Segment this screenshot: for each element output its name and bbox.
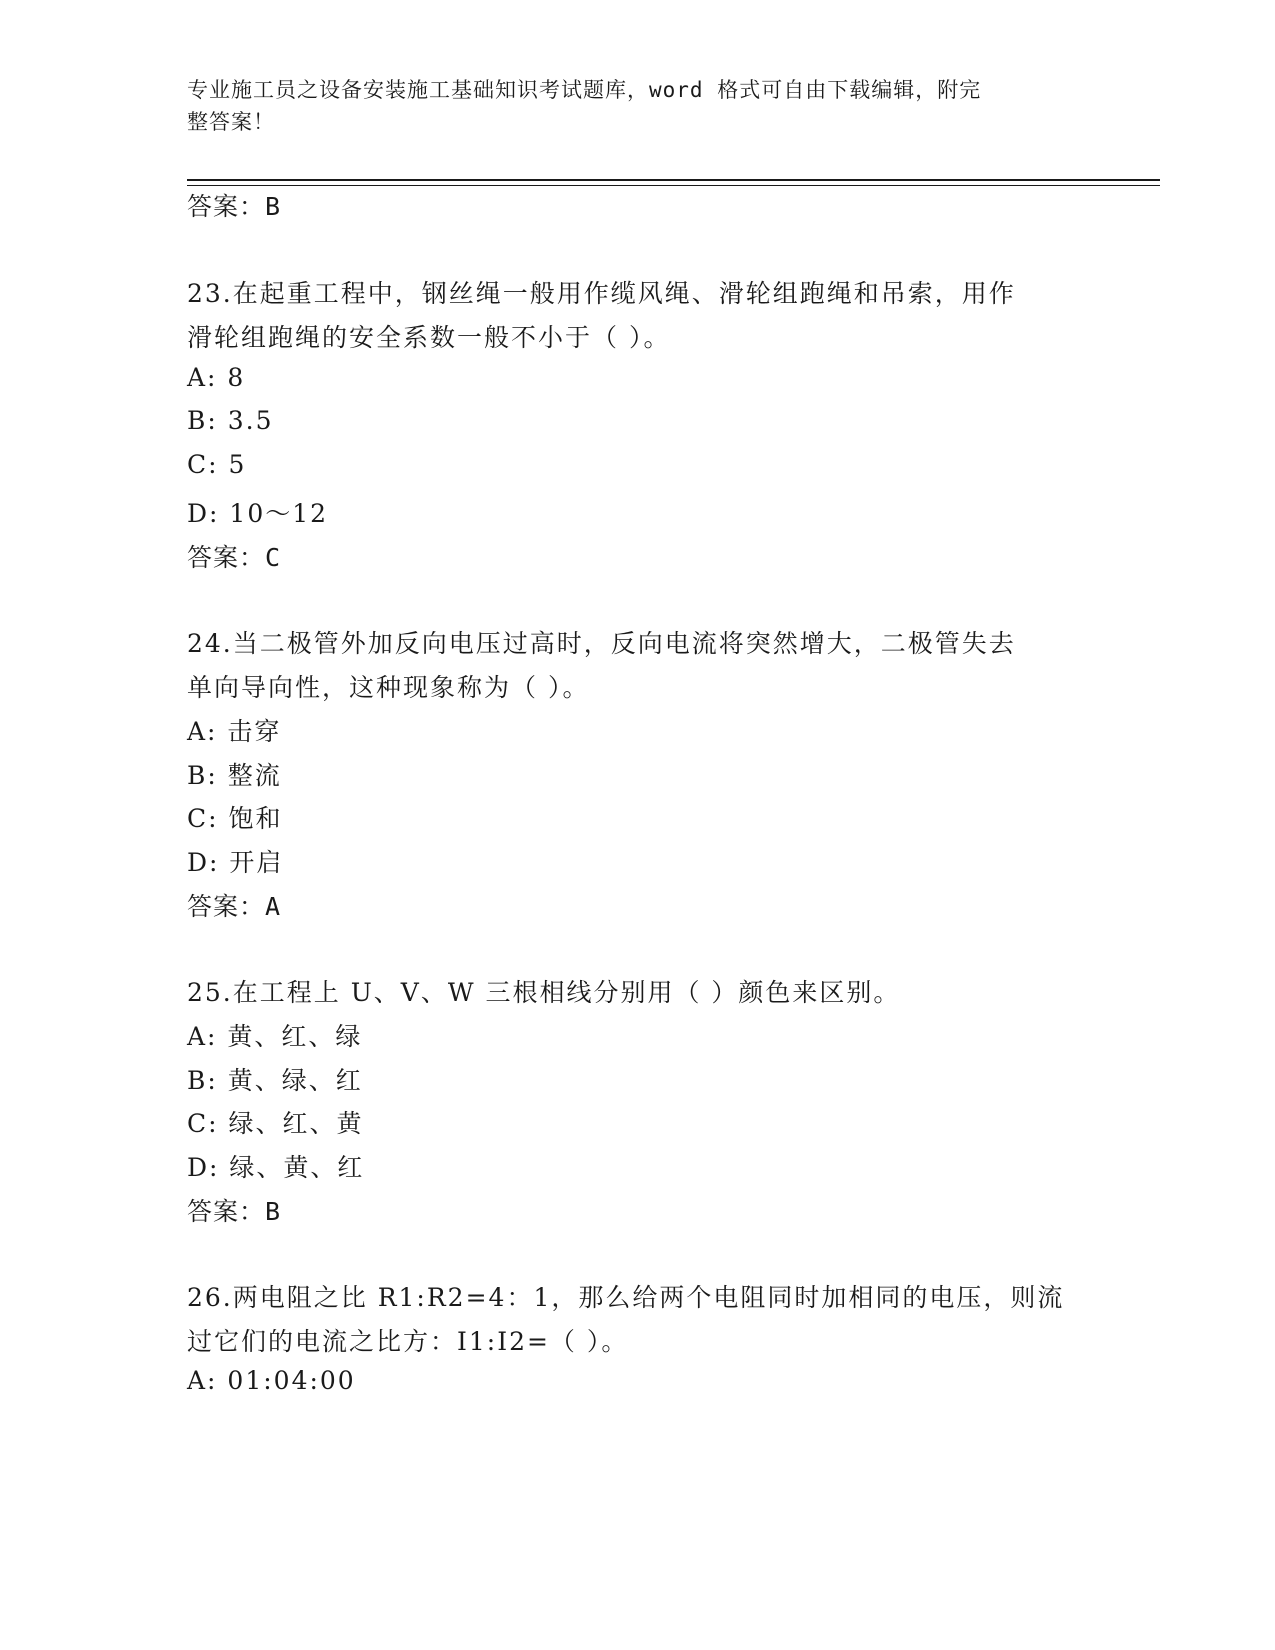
question-24-option-a: A: 击穿 [187,717,282,746]
header-divider-thick [187,179,1160,181]
question-25-stem-line-1: 25.在工程上 U、V、W 三根相线分别用（ ）颜色来区别。 [187,978,901,1007]
question-23-option-a: A: 8 [187,363,246,392]
answer-25: 答案：B [187,1197,282,1226]
question-24-option-b: B: 整流 [187,761,282,790]
question-24-stem-line-2: 单向导向性，这种现象称为（ ）。 [187,673,590,702]
answer-24: 答案：A [187,892,282,921]
document-header [187,74,1087,138]
question-26-stem-line-1: 26.两电阻之比 R1:R2=4：1，那么给两个电阻同时加相同的电压，则流 [187,1283,1065,1312]
question-26-option-a: A: 01:04:00 [187,1366,356,1395]
question-23-option-c: C: 5 [187,450,247,479]
answer-23: 答案：C [187,543,282,572]
header-line-2: 整答案！ [187,110,275,134]
header-divider-thin [187,185,1160,186]
question-24-option-c: C: 饱和 [187,804,283,833]
question-23-option-d: D: 10～12 [187,499,329,528]
question-25-option-b: B: 黄、绿、红 [187,1066,363,1095]
question-23-option-b: B: 3.5 [187,406,274,435]
question-23-stem-line-2: 滑轮组跑绳的安全系数一般不小于（ ）。 [187,323,671,352]
answer-22: 答案：B [187,192,282,221]
header-line-1: 专业施工员之设备安装施工基础知识考试题库，word 格式可自由下载编辑，附完 [187,78,982,102]
question-24-stem-line-1: 24.当二极管外加反向电压过高时，反向电流将突然增大，二极管失去 [187,629,1016,658]
question-24-option-d: D: 开启 [187,848,284,877]
question-25-option-a: A: 黄、红、绿 [187,1022,363,1051]
question-25-option-c: C: 绿、红、黄 [187,1109,364,1138]
question-23-stem-line-1: 23.在起重工程中，钢丝绳一般用作缆风绳、滑轮组跑绳和吊索，用作 [187,279,1016,308]
question-25-option-d: D: 绿、黄、红 [187,1153,365,1182]
question-26-stem-line-2: 过它们的电流之比方：I1:I2=（ ）。 [187,1327,629,1356]
